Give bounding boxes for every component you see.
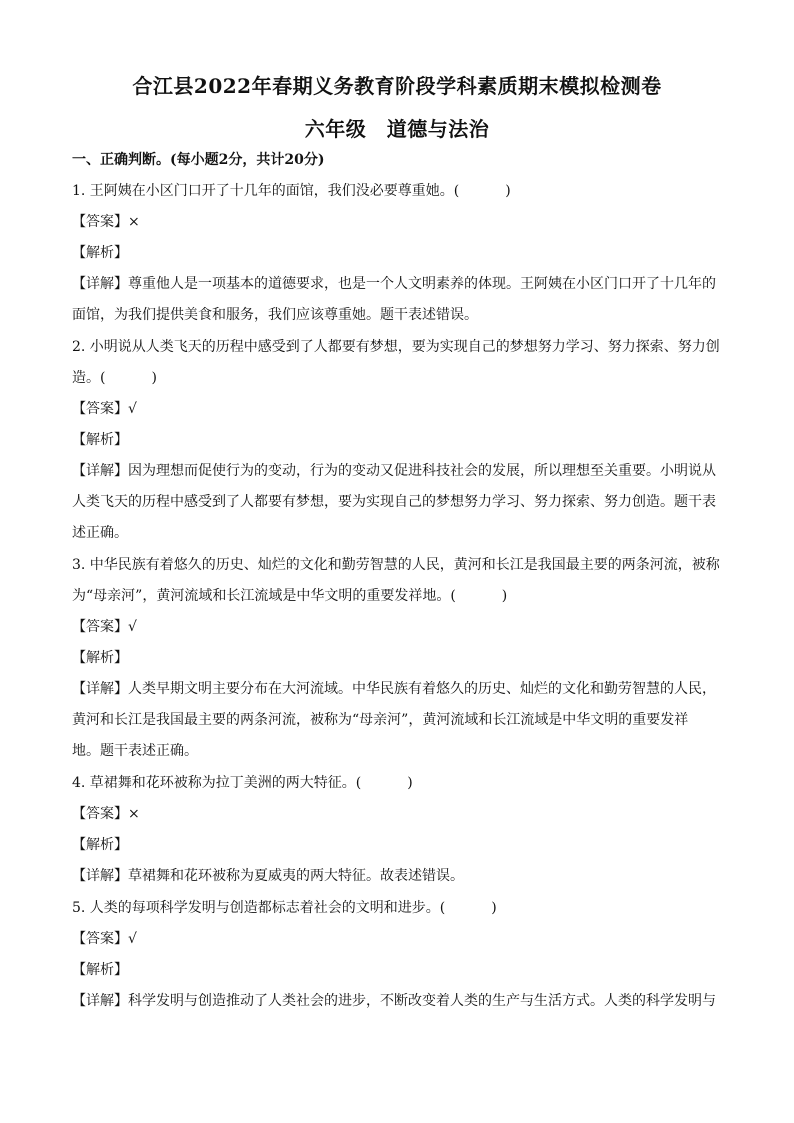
question-4: 4. 草裙舞和花环被称为拉丁美洲的两大特征。( ) [72, 775, 413, 791]
answer-1 [72, 212, 722, 232]
answer-5 [72, 929, 722, 949]
detail-3-line-3: 地。题干表述正确。 [72, 743, 198, 759]
answer-label: 【答案】 [72, 806, 128, 822]
question-2-line-2: 造。( ) [72, 370, 157, 386]
answer-2 [72, 399, 722, 419]
detail-5: 【详解】科学发明与创造推动了人类社会的进步，不断改变着人类的生产与生活方式。人类的科学发明与 [72, 993, 716, 1009]
detail-label: 【详解】 [72, 993, 128, 1009]
answer-value: √ [128, 619, 137, 635]
answer-value: √ [128, 931, 137, 947]
analysis-4: 【解析】 [72, 837, 128, 853]
answer-value: × [128, 806, 140, 822]
detail-2-line-2: 人类飞天的历程中感受到了人都要有梦想，要为实现自己的梦想努力学习、努力探索、努力创造。题干表 [72, 494, 716, 510]
question-1: 1. 王阿姨在小区门口开了十几年的面馆，我们没必要尊重她。( ) [72, 183, 511, 199]
analysis-2: 【解析】 [72, 432, 128, 448]
page-title: 合江县2022年春期义务教育阶段学科素质期末模拟检测卷 [132, 74, 662, 98]
detail-3-line-2: 黄河和长江是我国最主要的两条河流，被称为“母亲河”，黄河流域和长江流域是中华文明的重要发祥 [72, 712, 689, 728]
section-heading: 一、正确判断。(每小题2分，共计20分) [72, 152, 325, 168]
question-5: 5. 人类的每项科学发明与创造都标志着社会的文明和进步。( ) [72, 900, 497, 916]
detail-1: 【详解】尊重他人是一项基本的道德要求，也是一个人文明素养的体现。王阿姨在小区门口开了十几年的 [72, 276, 716, 292]
page-subtitle: 六年级 道德与法治 [304, 117, 490, 141]
answer-label: 【答案】 [72, 931, 128, 947]
answer-label: 【答案】 [72, 401, 128, 417]
answer-value: × [128, 214, 140, 230]
detail-3: 【详解】人类早期文明主要分布在大河流域。中华民族有着悠久的历史、灿烂的文化和勤劳智慧的人民， [72, 681, 716, 697]
answer-label: 【答案】 [72, 619, 128, 635]
answer-label: 【答案】 [72, 214, 128, 230]
detail-4: 【详解】草裙舞和花环被称为夏威夷的两大特征。故表述错误。 [72, 868, 464, 884]
analysis-5: 【解析】 [72, 962, 128, 978]
detail-label: 【详解】 [72, 868, 128, 884]
analysis-1: 【解析】 [72, 245, 128, 261]
analysis-3: 【解析】 [72, 650, 128, 666]
detail-label: 【详解】 [72, 463, 128, 479]
detail-label: 【详解】 [72, 681, 128, 697]
detail-2: 【详解】因为理想而促使行为的变动，行为的变动又促进科技社会的发展，所以理想至关重要。小明说从 [72, 463, 716, 479]
question-3: 3. 中华民族有着悠久的历史、灿烂的文化和勤劳智慧的人民，黄河和长江是我国最主要的两条河流，被称 [72, 557, 720, 573]
answer-4 [72, 804, 722, 824]
detail-1-line-2: 面馆，为我们提供美食和服务，我们应该尊重她。题干表述错误。 [72, 307, 478, 323]
question-3-line-2: 为“母亲河”，黄河流域和长江流域是中华文明的重要发祥地。( ) [72, 588, 508, 604]
detail-label: 【详解】 [72, 276, 128, 292]
detail-2-line-3: 述正确。 [72, 525, 128, 541]
answer-value: √ [128, 401, 137, 417]
answer-3 [72, 617, 722, 637]
question-2: 2. 小明说从人类飞天的历程中感受到了人都要有梦想，要为实现自己的梦想努力学习、努力探索、努力创 [72, 339, 720, 355]
